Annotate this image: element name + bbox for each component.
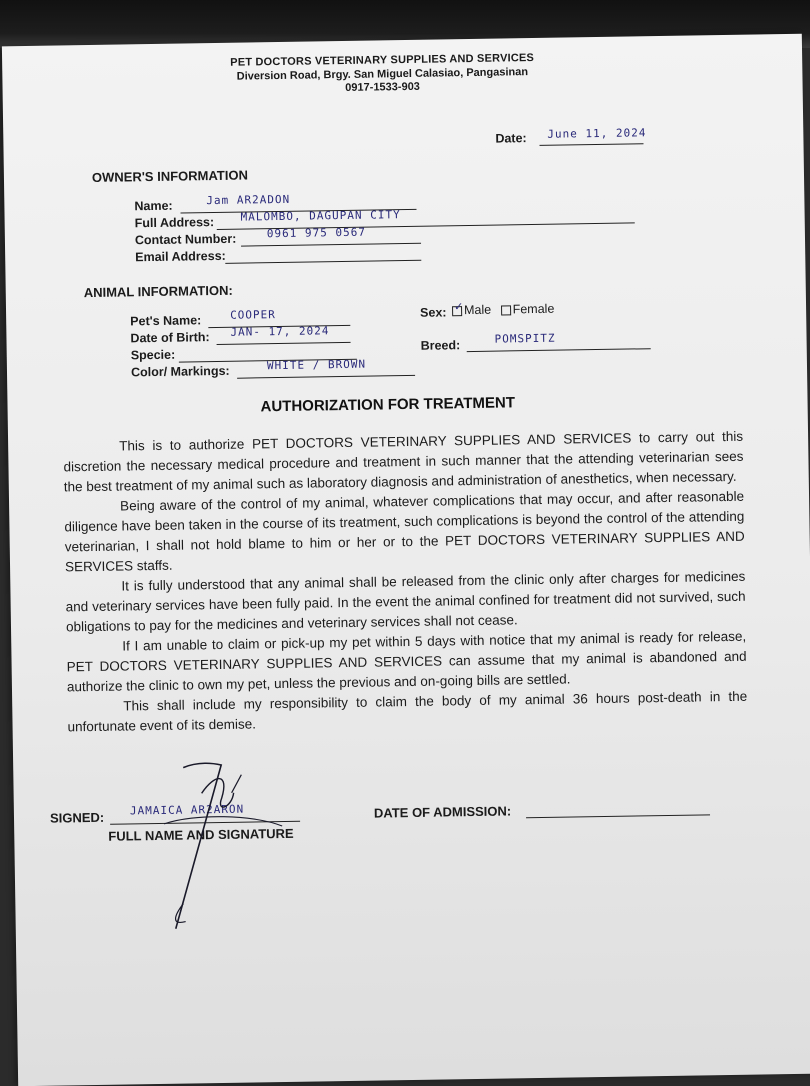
authorization-paragraph: It is fully understood that any animal shall be released from the clinic only after charges for medicines and veterinary services have been fully paid. In the event the animal confined for treatment did not survived, such obligations to pay for the medicines and veterinary services shall not cease. <box>65 568 746 635</box>
company-name: PET DOCTORS VETERINARY SUPPLIES AND SERVICES <box>230 51 535 69</box>
owner-email-field[interactable] <box>225 246 421 264</box>
authorization-paragraph: This shall include my responsibility to claim the body of my animal 36 hours post-death in the unfortunate event of its demise. <box>67 688 748 735</box>
dob-field[interactable] <box>216 324 350 345</box>
handwritten-signature <box>103 752 296 935</box>
owner-contact-label: Contact Number: <box>134 231 237 248</box>
form-page <box>2 34 810 1086</box>
owner-contact-field[interactable] <box>241 225 421 247</box>
date-label: Date: <box>495 131 527 146</box>
breed-field[interactable] <box>467 331 651 352</box>
admission-field[interactable] <box>526 800 710 818</box>
signed-name-value: JAMAICA AR2ARON <box>129 802 245 818</box>
authorization-body <box>63 427 748 738</box>
owner-email-label: Email Address: <box>135 248 226 265</box>
dob-value: JAN- 17, 2024 <box>230 324 330 339</box>
pet-name-value: COOPER <box>230 308 276 322</box>
company-phone: 0917-1533-903 <box>345 80 420 94</box>
authorization-title: AUTHORIZATION FOR TREATMENT <box>260 394 516 416</box>
breed-value: POMSPITZ <box>494 331 556 346</box>
owner-name-label: Name: <box>134 198 173 214</box>
admission-label: DATE OF ADMISSION: <box>373 803 512 821</box>
owner-address-label: Full Address: <box>134 215 215 231</box>
sex-female-label: Female <box>512 301 555 317</box>
owner-name-value: Jam AR2ADON <box>206 192 291 208</box>
sex-label: Sex: <box>420 305 447 320</box>
date-value: June 11, 2024 <box>547 126 647 141</box>
sex-male-checkbox[interactable]: ✓ <box>452 306 462 316</box>
authorization-paragraph: Being aware of the control of my animal, whatever complications that may occur, and after reasonable diligence have been taken in the course of its treatment, such complications is beyond the control of the attending veterinarian, I shall not hold blame to him or her or to the PET DOCTORS VETERINARY SUPPLIES AND SERVICES staffs. <box>64 488 745 575</box>
sex-male-label: Male <box>463 302 492 318</box>
breed-label: Breed: <box>420 338 461 353</box>
company-address: Diversion Road, Brgy. San Miguel Calasiao, Pangasinan <box>236 66 529 83</box>
authorization-paragraph: This is to authorize PET DOCTORS VETERINARY SUPPLIES AND SERVICES to carry out this discretion the necessary medical procedure and treatment in such manner that the attending veterinarian sees the best treatment of my animal such as laboratory diagnosis and administration of anesthetics, when necessary. <box>63 428 744 495</box>
authorization-paragraph: If I am unable to claim or pick-up my pet within 5 days with notice that my animal is ready for release, PET DOCTORS VETERINARY SUPPLIES AND SERVICES can assume that my animal is abandoned and authorize the clinic to own my pet, unless the previous and on-going bills are settled. <box>66 628 747 695</box>
signed-label: SIGNED: <box>49 809 105 826</box>
color-value: WHITE / BROWN <box>266 357 367 373</box>
pet-name-label: Pet's Name: <box>130 313 202 329</box>
color-label: Color/ Markings: <box>130 363 230 380</box>
color-field[interactable] <box>237 357 415 379</box>
dob-label: Date of Birth: <box>130 330 210 346</box>
animal-section-title: ANIMAL INFORMATION: <box>83 282 233 301</box>
specie-label: Specie: <box>130 347 176 363</box>
owner-address-value: MALOMBO, DAGUPAN CITY <box>240 208 401 224</box>
sex-female-checkbox[interactable] <box>501 305 511 315</box>
owner-contact-value: 0961 975 0567 <box>266 225 367 241</box>
signature-caption: FULL NAME AND SIGNATURE <box>108 825 294 844</box>
owner-section-title: OWNER'S INFORMATION <box>91 167 249 185</box>
date-field[interactable] <box>539 126 647 146</box>
sex-options <box>452 302 554 318</box>
